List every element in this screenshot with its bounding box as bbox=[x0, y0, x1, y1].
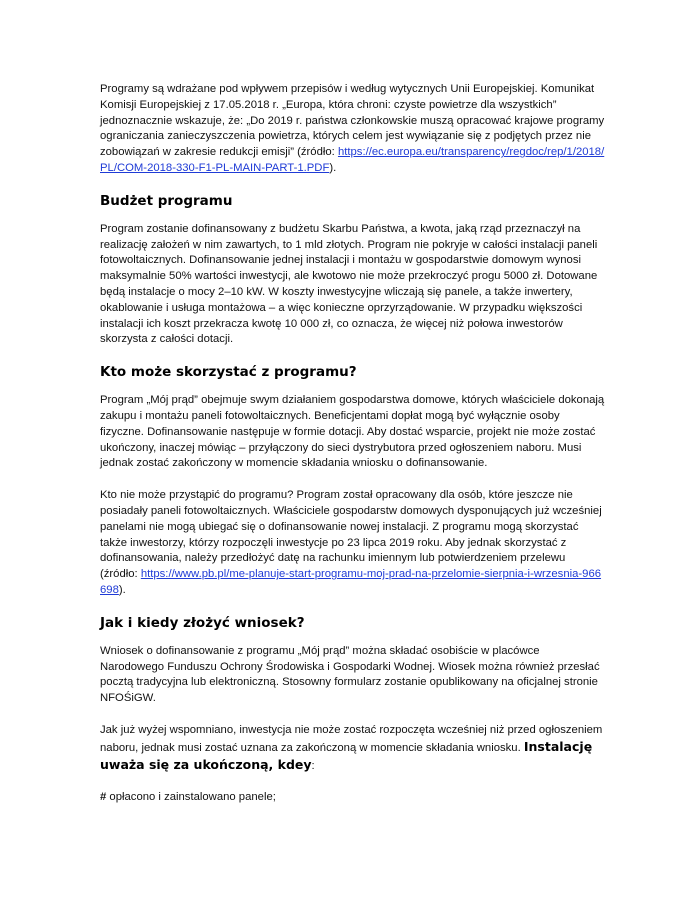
how-paragraph-2 bbox=[100, 723, 605, 774]
budget-paragraph: Program zostanie dofinansowany z budżetu Skarbu Państwa, a kwota, jaką rząd przeznaczył na realizację założeń w nim zawartych, to 1 mld złotych. Program nie pokryje w całości instalacji paneli fotowoltaicznych. Dofinansowanie jednej instalacji i montażu w gospodarstwie domowym wynosi maksymalnie 50% wartości inwestycji, ale kwotowo nie może przekroczyć progu 5000 zł. Dotowane będą instalacje o mocy 2–10 kW. W koszty inwestycyjne wliczają się panele, a także inwertery, okablowanie i usługa montażowa – a więc konieczne oprzyrządowanie. W przypadku większości instalacji ich koszt przekracza kwotę 10 000 zł, co oznacza, że więcej niż połowa inwestorów skorzysta z całości dotacji. bbox=[100, 222, 598, 346]
list-item bbox=[100, 790, 605, 806]
intro-text-end: ). bbox=[329, 161, 337, 174]
completion-criteria-lead: Instalację uważa się za ukończoną, kdey bbox=[100, 738, 593, 772]
intro-paragraph bbox=[100, 82, 605, 177]
list-item-text: opłacono i zainstalowano panele; bbox=[106, 791, 276, 804]
budget-heading: Budżet programu bbox=[100, 192, 233, 209]
how-paragraph-2-end: : bbox=[311, 759, 315, 772]
who-paragraph-1: Program „Mój prąd” obejmuje swym działaniem gospodarstwa domowe, których właściciele dokonają zakupu i montażu paneli fotowoltaicznych. Beneficjentami dopłat mogą być wyłącznie osoby fizyczne. Dofinansowanie następuje w formie dotacji. Aby dostać wsparcie, projekt nie może zostać ukończony, inaczej mówiąc – przyłączony do sieci dystrybutora przed ogłoszeniem naboru. Musi jednak zostać zakończony w momencie składania wniosku o dofinansowanie. bbox=[100, 394, 605, 470]
how-paragraph-2-text: Jak już wyżej wspomniano, inwestycja nie może zostać rozpoczęta wcześniej niż przed ogłoszeniem naboru, jednak musi zostać uznana za zakończoną w momencie składania wniosku. bbox=[100, 723, 603, 754]
who-paragraph-2 bbox=[100, 488, 605, 599]
hash-bullet-icon: # bbox=[100, 791, 107, 804]
document-page bbox=[100, 82, 605, 822]
intro-text: Programy są wdrażane pod wpływem przepisów i według wytycznych Unii Europejskiej. Komunikat Komisji Europejskiej z 17.05.2018 r. „Europa, która chroni: czyste powietrze dla wszystkich” jednoznacznie wskazuje, że: „Do 2019 r. państwa członkowskie muszą opracować krajowe programy ograniczania zanieczyszczenia powietrza, których celem jest wywiązanie się z podjętych przez nie zobowiązań w zakresie redukcji emisji” (źródło: bbox=[100, 83, 605, 159]
how-heading: Jak i kiedy złożyć wniosek? bbox=[100, 614, 305, 631]
who-heading: Kto może skorzystać z programu? bbox=[100, 364, 357, 381]
who-paragraph-2-end: ). bbox=[118, 583, 126, 596]
ec-europa-link[interactable]: https://ec.europa.eu/transparency/regdoc/rep/1/2018/PL/COM-2018-330-F1-PL-MAIN-PART-1.PDF bbox=[100, 146, 605, 174]
how-paragraph-1: Wniosek o dofinansowanie z programu „Mój prąd” można składać osobiście w placówce Narodowego Funduszu Ochrony Środowiska i Gospodarki Wodnej. Wiosek można również przesłać pocztą tradycyjna lub elektroniczną. Stosowny formularz zostanie opublikowany na oficjalnej stronie NFOŚiGW. bbox=[100, 644, 600, 705]
who-paragraph-2-text: Kto nie może przystąpić do programu? Program został opracowany dla osób, które jeszcze nie posiadały paneli fotowoltaicznych. Właściciele gospodarstw domowych dysponujących już wcześniej panelami nie mogą ubiegać się o dofinansowanie nowej instalacji. Z programu mogą skorzystać także inwestorzy, którzy rozpoczęli inwestycje po 23 lipca 2019 roku. Aby jednak skorzystać z dofinansowania, należy przedłożyć datę na rachunku imiennym lub potwierdzeniem przelewu (źródło: bbox=[100, 489, 602, 581]
pb-pl-link[interactable]: https://www.pb.pl/me-planuje-start-programu-moj-prad-na-przelomie-sierpnia-i-wrzesnia-966698 bbox=[100, 568, 602, 596]
